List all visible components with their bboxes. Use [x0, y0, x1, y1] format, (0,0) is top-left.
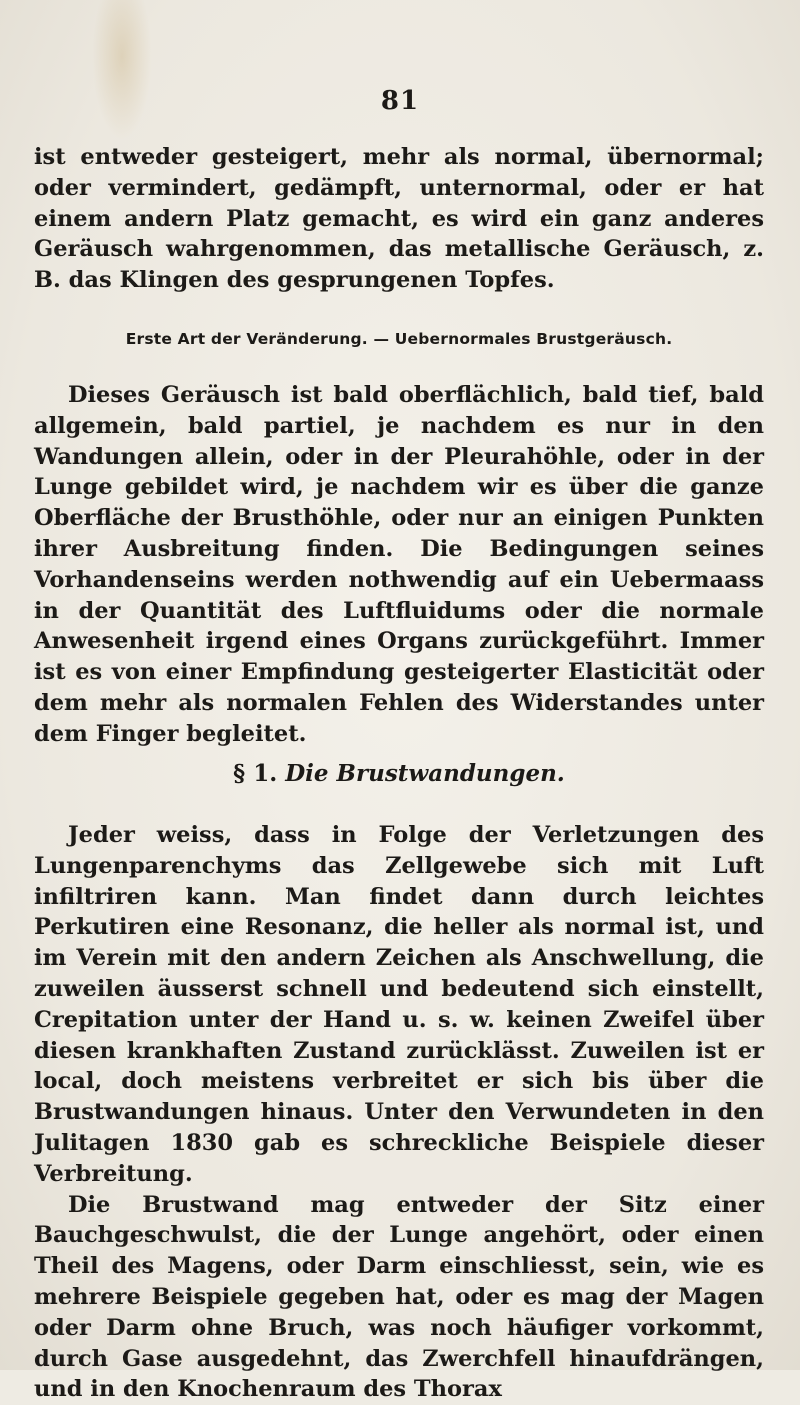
intro-paragraph: ist entweder gesteigert, mehr als normal, übernormal; oder vermindert, gedämpft, unternormal, oder er hat einem andern Platz gemacht, es wird ein ganz anderes Geräusch wahrgenommen, das metallische Geräusch, z. B. das Klingen des gesprungenen Topfes. — [34, 144, 764, 294]
subheading: Erste Art der Veränderung. — Uebernormales Brustgeräusch. — [125, 330, 673, 348]
section-title: Die Brustwandungen. — [285, 760, 565, 787]
paragraph-3: Jeder weiss, dass in Folge der Verletzungen des Lungenparenchyms das Zellgewebe sich mit Luft infiltriren kann. Man findet dann durch leichtes Perkutiren eine Resonanz, die heller als normal ist, und im Verein mit den andern Zeichen als Anschwellung, die zuweilen äusserst schnell und bedeutend sich einstellt, Crepitation unter der Hand u. s. w. keinen Zweifel über diesen krankhaften Zustand zurücklässt. Zuweilen ist er local, doch meistens verbreitet er sich bis über die Brustwandungen hinaus. Unter den Verwundeten in den Julitagen 1830 gab es schreckliche Beispiele dieser Verbreitung. — [34, 822, 764, 1187]
paragraph-2: Dieses Geräusch ist bald oberflächlich, bald tief, bald allgemein, bald partiel, je nachdem es nur in den Wandungen allein, oder in der Pleurahöhle, oder in der Lunge gebildet wird, je nachdem wir es über die ganze Oberfläche der Brusthöhle, oder nur an einigen Punkten ihrer Ausbreitung finden. Die Bedingungen seines Vorhandenseins werden nothwendig auf ein Uebermaass in der Quantität des Luftfluidums oder die normale Anwesenheit irgend eines Organs zurückgeführt. Immer ist es von einer Empfindung gesteigerter Elasticität oder dem mehr als normalen Fehlen des Widerstandes unter dem Finger begleitet. — [34, 382, 764, 747]
paper-stain — [92, 0, 152, 140]
intro-paragraph-block — [34, 142, 764, 296]
section-heading — [34, 760, 764, 787]
paragraph-4: Die Brustwand mag entweder der Sitz einer Bauchgeschwulst, die der Lunge angehört, oder einen Theil des Magens, oder Darm einschliesst, sein, wie es mehrere Beispiele gegeben hat, oder es mag der Magen oder Darm ohne Bruch, was noch häufiger vorkommt, durch Gase ausgedehnt, das Zwerchfell hinaufdrängen, und in den Knochenraum des Thorax — [34, 1191, 764, 1403]
paragraph-2-block — [34, 380, 764, 750]
page-number: 81 — [380, 86, 420, 116]
section-number: § 1. — [233, 760, 278, 787]
paragraph-3-block — [34, 820, 764, 1405]
